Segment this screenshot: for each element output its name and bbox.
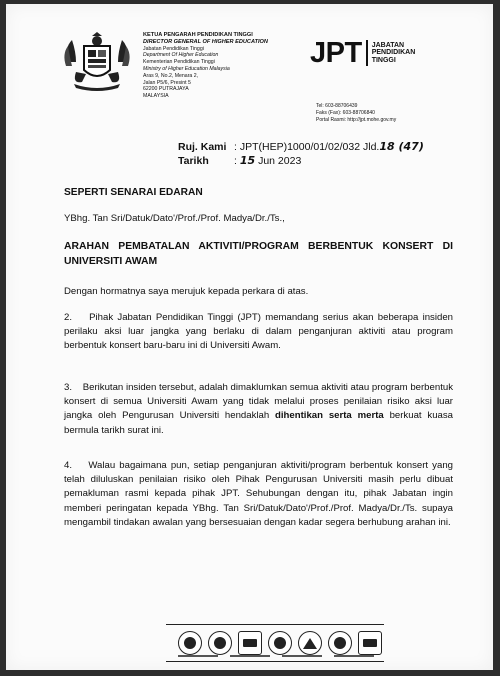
ref-handwritten: 18 (47) <box>379 140 424 153</box>
certification-logo-icon <box>358 631 382 655</box>
portal-link[interactable]: Portal Rasmi: http://jpt.mohe.gov.my <box>316 116 397 123</box>
coat-of-arms-logo <box>62 32 132 92</box>
address-line: Ministry of Higher Education Malaysia <box>143 65 230 72</box>
telephone-text: Tel: 603-88706439 <box>316 103 358 109</box>
address-line: DIRECTOR GENERAL OF HIGHER EDUCATION <box>143 38 268 45</box>
date-month-year: Jun 2023 <box>258 155 302 167</box>
date-handwritten-day: 15 <box>239 154 256 167</box>
paragraph-2: 2. Pihak Jabatan Pendidikan Tinggi (JPT) memandang serius akan beberapa insiden perilaku aksi luar jangka yang berlaku di dalam penganjuran aktiviti atau program berbentuk konsert baru-baru ini di Universiti Awam. <box>64 312 453 352</box>
ref-label: Ruj. Kami <box>178 141 227 153</box>
paragraph-3-text: 3. Berikutan insiden tersebut, adalah dimaklumkan semua aktiviti atau program berbentuk konsert di semua Universiti Awam yang tidak melalui proses penilaian risiko aksi luar jangka oleh Pengurusan Universiti hendaklah <box>64 382 453 422</box>
logo-word: PENDIDIKAN <box>371 49 416 57</box>
address-line: KETUA PENGARAH PENDIDIKAN TINGGI <box>143 32 253 38</box>
certification-logo-icon <box>268 631 292 655</box>
letter-page <box>6 4 493 670</box>
address-line: 62200 PUTRAJAYA <box>143 86 189 93</box>
contact-block <box>316 103 396 123</box>
certification-logo-icon <box>208 631 232 655</box>
date-label: Tarikh <box>178 155 209 167</box>
jpt-logo-mark: JPT <box>310 37 362 69</box>
office-address-block <box>143 32 313 100</box>
ref-number: : JPT(HEP)1000/01/02/032 Jld. <box>234 141 380 153</box>
certification-logo-icon <box>298 631 322 655</box>
certification-logo-icon <box>328 631 352 655</box>
address-line: Department Of Higher Education <box>143 52 219 59</box>
certification-logo-icon <box>178 631 202 655</box>
logo-word: JABATAN <box>371 41 405 49</box>
paragraph-3-emphasis: dihentikan serta merta <box>275 410 384 422</box>
fax-text: Faks (Fax): 603-88706840 <box>316 109 375 116</box>
footer-fine-print <box>178 655 374 657</box>
certification-logos-footer <box>166 624 384 662</box>
address-line: Jalan P5/6, Presint 5 <box>143 79 191 86</box>
reference-block <box>178 140 424 168</box>
salutation: YBhg. Tan Sri/Datuk/Dato'/Prof./Prof. Madya/Dr./Ts., <box>64 213 285 224</box>
paragraph-3-tail: berkuat kuasa bermula tarikh surat ini. <box>64 410 453 436</box>
certification-logo-icon <box>238 631 262 655</box>
date-colon: : <box>234 155 237 167</box>
jpt-logo-words <box>372 42 416 65</box>
address-line: MALAYSIA <box>143 93 169 100</box>
address-line: Aras 9, No.2, Menara 2, <box>143 72 199 79</box>
paragraph-3 <box>64 381 453 438</box>
jpt-logo <box>310 39 415 67</box>
logo-word: TINGGI <box>371 56 396 64</box>
logo-divider <box>366 40 368 66</box>
address-line: Kementerian Pendidikan Tinggi <box>143 59 215 66</box>
opening-line: Dengan hormatnya saya merujuk kepada perkara di atas. <box>64 286 309 297</box>
address-line: Jabatan Pendidikan Tinggi <box>143 45 204 52</box>
letter-title: ARAHAN PEMBATALAN AKTIVITI/PROGRAM BERBENTUK KONSERT DI UNIVERSITI AWAM <box>64 241 453 267</box>
paragraph-4: 4. Walau bagaimana pun, setiap penganjuran aktiviti/program berbentuk konsert yang telah diluluskan penilaian risiko oleh Pihak Pengurusan Universiti masih perlu dibuat pemakluman rasmi kepada pihak JPT. Sehubungan dengan itu, pihak Jabatan ingin memberi peringatan kepada YBhg. Tan Sri/Datuk/Dato'/Prof./Prof. Madya/Dr./Ts. supaya mengambil tindakan awalan yang bersesuaian dengan kadar segera berhubung arahan ini. <box>64 460 453 528</box>
circular-heading: SEPERTI SENARAI EDARAN <box>64 187 203 198</box>
